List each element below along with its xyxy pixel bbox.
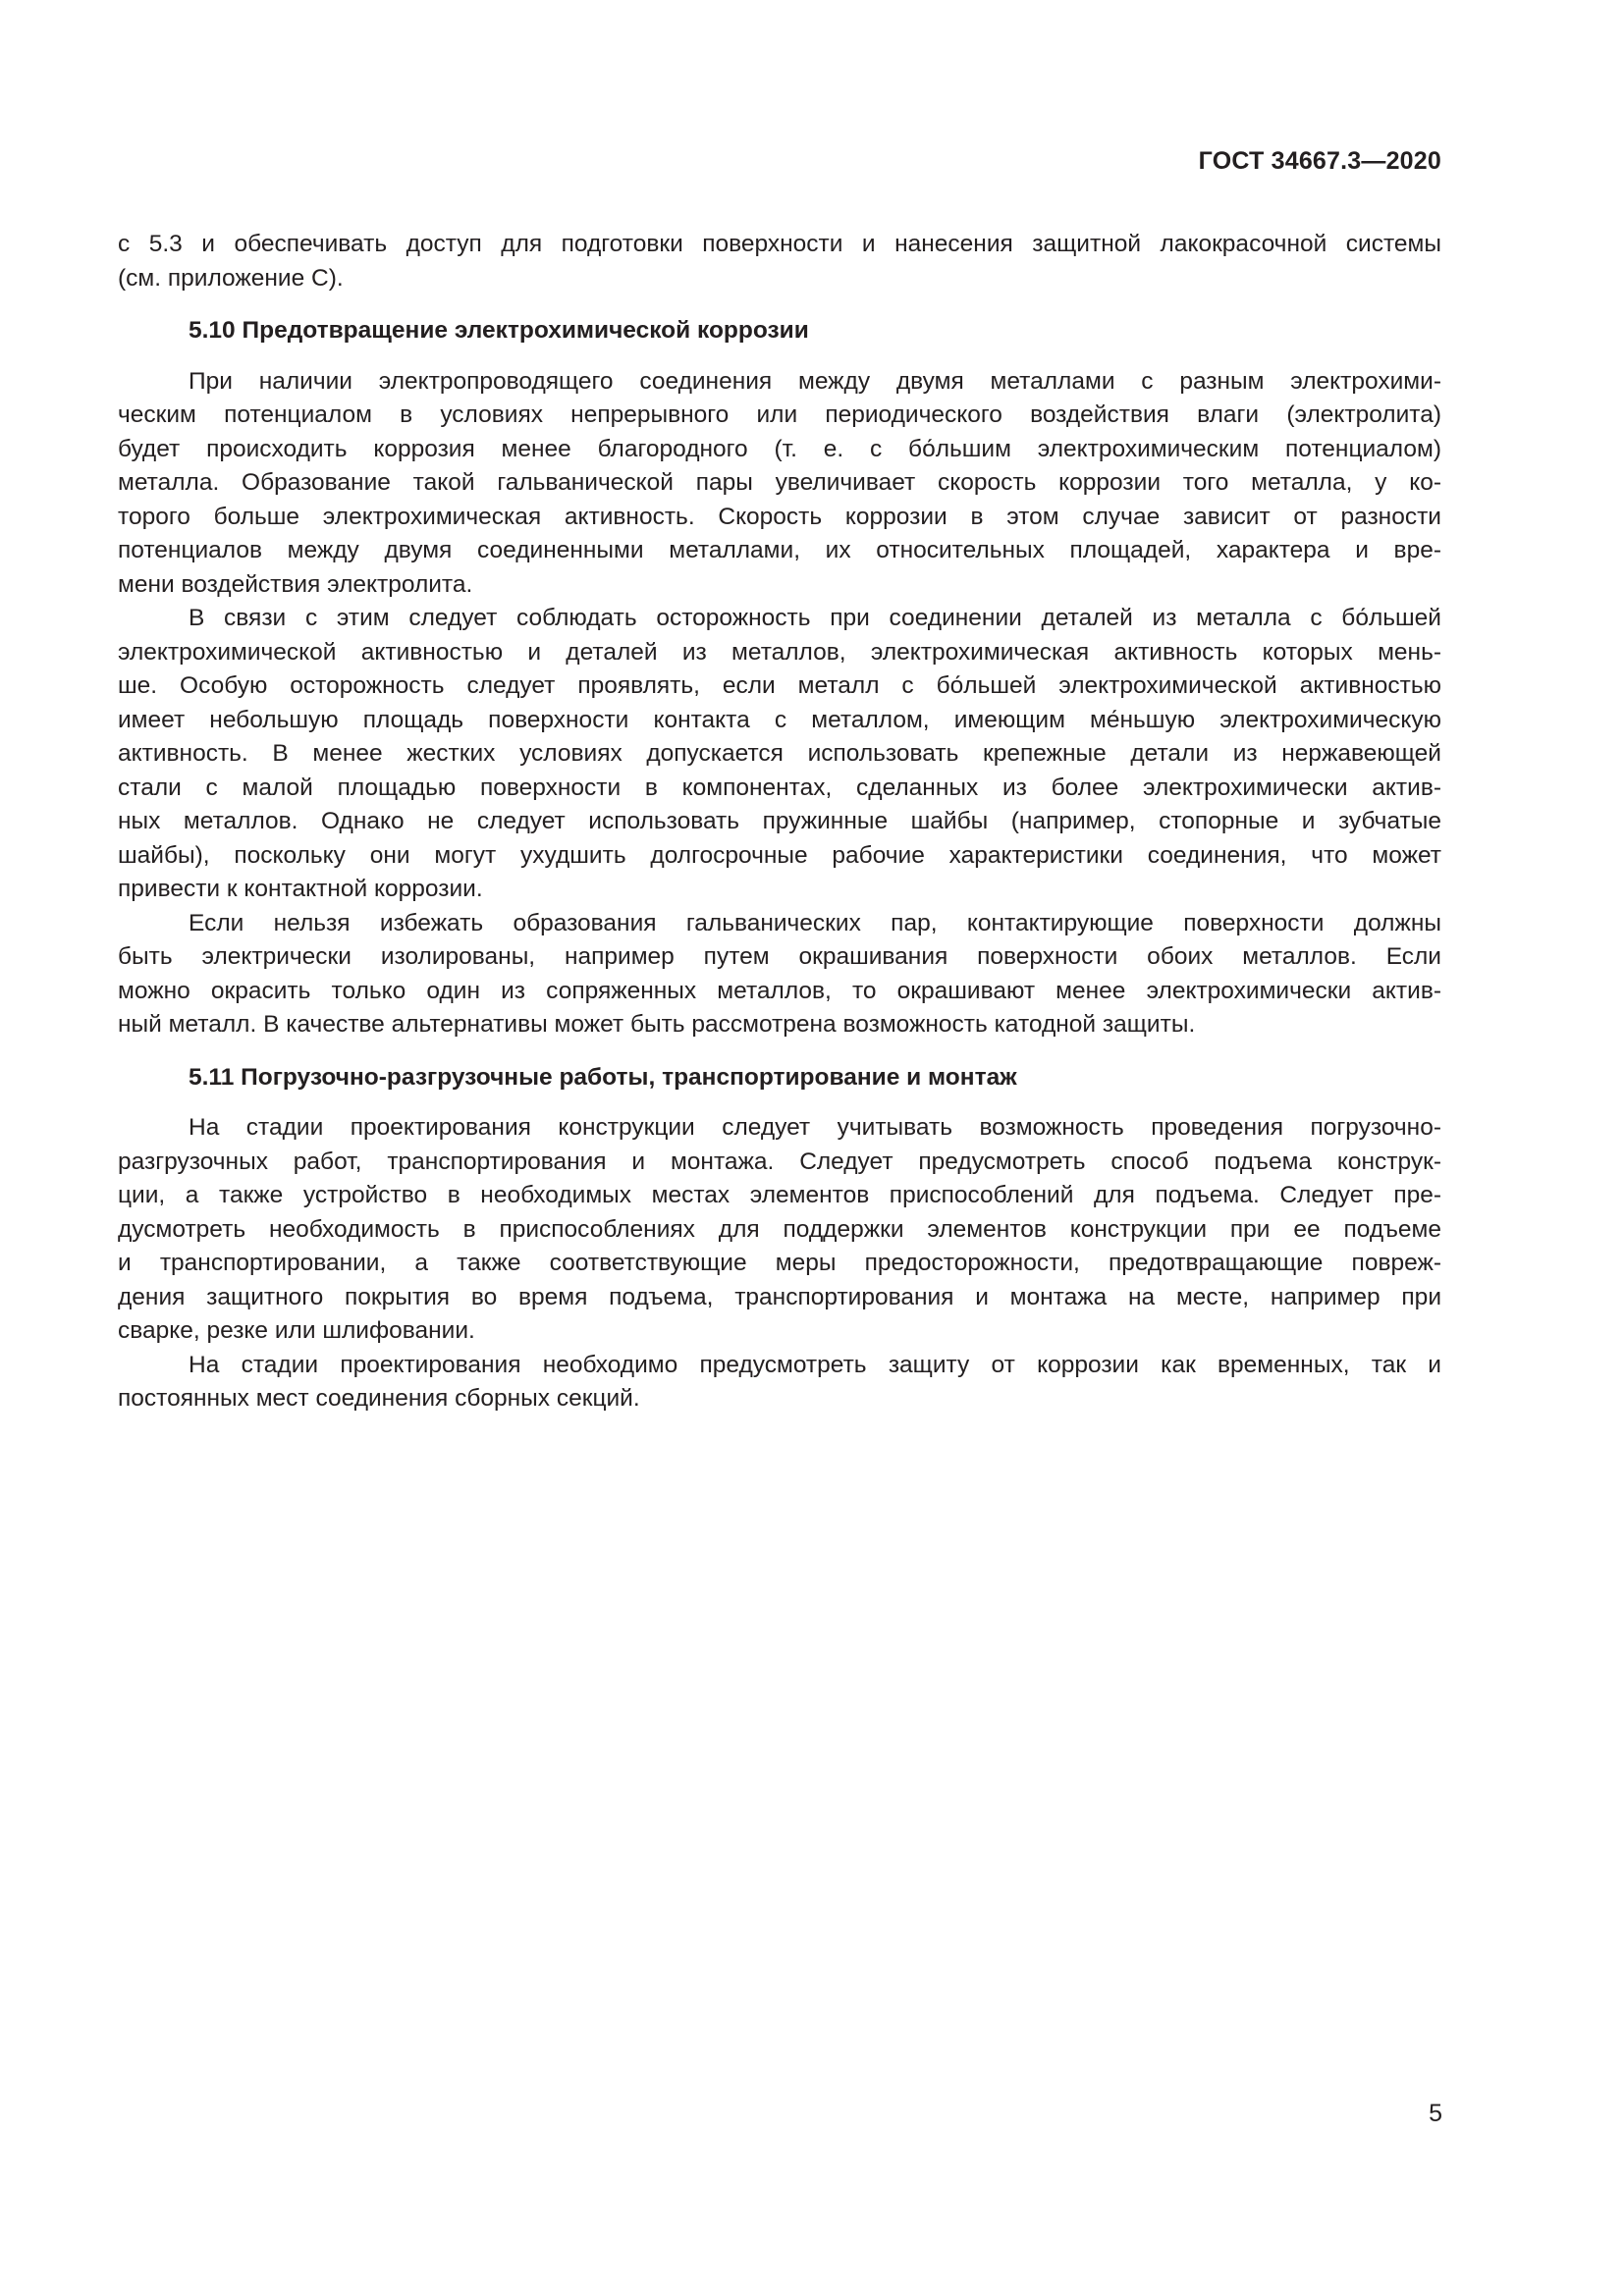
text-line: ных металлов. Однако не следует использовать пружинные шайбы (например, стопорные и зубчатые <box>118 808 1441 834</box>
text-line: Если нельзя избежать образования гальванических пар, контактирующие поверхности должны <box>189 909 1441 936</box>
text-line: электрохимической активностью и деталей из металлов, электрохимическая активность которых мень- <box>118 638 1441 666</box>
standard-code-header: ГОСТ 34667.3—2020 <box>1198 147 1441 175</box>
text-line: будет происходить коррозия менее благородного (т. е. с бо́льшим электрохимическим потенциалом) <box>118 435 1441 462</box>
text-line: и транспортировании, а также соответствующие меры предосторожности, предотвращающие повреж- <box>118 1250 1441 1276</box>
intro-paragraph <box>118 228 1441 295</box>
text-line: При наличии электропроводящего соединения между двумя металлами с разным электрохими- <box>189 367 1441 395</box>
section-5-10-paragraph-2 <box>118 602 1441 907</box>
text-line: активность. В менее жестких условиях допускается использовать крепежные детали из нержавеющей <box>118 740 1441 767</box>
text-line: стали с малой площадью поверхности в компонентах, сделанных из более электрохимически актив- <box>118 774 1441 801</box>
section-heading-5-10: 5.10 Предотвращение электрохимической коррозии <box>189 317 809 344</box>
text-line: можно окрасить только один из сопряженных металлов, то окрашивают менее электрохимически актив- <box>118 977 1441 1004</box>
section-heading-5-11: 5.11 Погрузочно-разгрузочные работы, транспортирование и монтаж <box>189 1063 1017 1091</box>
text-line: дусмотреть необходимость в приспособлениях для поддержки элементов конструкции при ее подъеме <box>118 1215 1441 1243</box>
section-5-10-paragraph-1 <box>118 365 1441 603</box>
text-line: разгрузочных работ, транспортирования и монтажа. Следует предусмотреть способ подъема конструк- <box>118 1148 1441 1175</box>
text-line: мени воздействия электролита. <box>118 570 473 598</box>
page-content <box>118 228 1441 1416</box>
text-line: имеет небольшую площадь поверхности контакта с металлом, имеющим ме́ньшую электрохимическую <box>118 706 1441 733</box>
text-line: торого больше электрохимическая активность. Скорость коррозии в этом случае зависит от разности <box>118 503 1441 530</box>
text-line: постоянных мест соединения сборных секций. <box>118 1385 640 1412</box>
text-line: ции, а также устройство в необходимых местах элементов приспособлений для подъема. Следует пре- <box>118 1182 1441 1208</box>
text-line: дения защитного покрытия во время подъема, транспортирования и монтажа на месте, например при <box>118 1283 1441 1310</box>
text-line: На стадии проектирования необходимо предусмотреть защиту от коррозии как временных, так и <box>189 1351 1441 1378</box>
text-line: (см. приложение С). <box>118 264 344 292</box>
text-line: быть электрически изолированы, например путем окрашивания поверхности обоих металлов. Если <box>118 943 1441 970</box>
text-line: ческим потенциалом в условиях непрерывного или периодического воздействия влаги (электролита) <box>118 401 1441 428</box>
text-line: шайбы), поскольку они могут ухудшить долгосрочные рабочие характеристики соединения, что может <box>118 841 1441 869</box>
section-5-10-paragraph-3 <box>118 907 1441 1042</box>
text-line: ный металл. В качестве альтернативы может быть рассмотрена возможность катодной защиты. <box>118 1011 1196 1038</box>
text-line: потенциалов между двумя соединенными металлами, их относительных площадей, характера и вре- <box>118 537 1441 563</box>
section-5-11-paragraph-1 <box>118 1111 1441 1349</box>
text-line: ше. Особую осторожность следует проявлять, если металл с бо́льшей электрохимической активностью <box>118 672 1441 699</box>
section-5-11-paragraph-2 <box>118 1349 1441 1416</box>
text-line: привести к контактной коррозии. <box>118 876 483 902</box>
text-line: сварке, резке или шлифовании. <box>118 1317 475 1344</box>
page-number: 5 <box>1429 2100 1442 2127</box>
text-line: В связи с этим следует соблюдать осторожность при соединении деталей из металла с бо́льшей <box>189 605 1441 631</box>
text-line: На стадии проектирования конструкции следует учитывать возможность проведения погрузочно- <box>189 1114 1441 1141</box>
text-line: с 5.3 и обеспечивать доступ для подготовки поверхности и нанесения защитной лакокрасочной системы <box>118 231 1441 257</box>
text-line: металла. Образование такой гальванической пары увеличивает скорость коррозии того металла, у ко- <box>118 469 1441 496</box>
